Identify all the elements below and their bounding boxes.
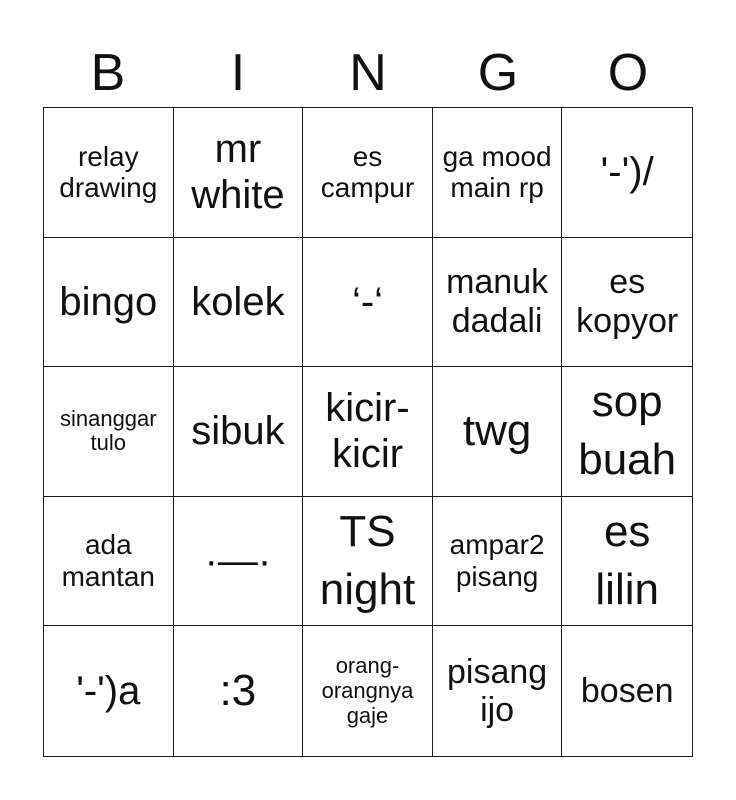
cell-label: TS night xyxy=(319,507,416,615)
cell-label: pisang ijo xyxy=(446,652,548,730)
cell-label: sibuk xyxy=(191,409,285,454)
bingo-cell-r2-c3[interactable] xyxy=(303,238,433,368)
cell-label: ·—· xyxy=(204,539,272,584)
bingo-cell-r1-c1[interactable] xyxy=(44,108,174,238)
bingo-cell-r2-c4[interactable] xyxy=(433,238,563,368)
bingo-cell-r2-c5[interactable] xyxy=(562,238,692,368)
bingo-cell-r5-c5[interactable] xyxy=(562,626,692,756)
cell-label: es lilin xyxy=(595,507,659,615)
bingo-cell-r5-c4[interactable] xyxy=(433,626,563,756)
bingo-cell-r3-c2[interactable] xyxy=(174,367,304,497)
cell-label: ‘-‘ xyxy=(351,279,384,324)
bingo-cell-r2-c2[interactable] xyxy=(174,238,304,368)
bingo-cell-r5-c2[interactable] xyxy=(174,626,304,756)
cell-label: relay drawing xyxy=(59,140,158,204)
bingo-cell-r4-c2[interactable] xyxy=(174,497,304,627)
bingo-cell-r3-c5[interactable] xyxy=(562,367,692,497)
cell-label: sop buah xyxy=(578,377,677,485)
bingo-cell-r3-c3[interactable] xyxy=(303,367,433,497)
bingo-cell-r1-c2[interactable] xyxy=(174,108,304,238)
header-letter-g: G xyxy=(477,44,519,102)
cell-label: twg xyxy=(462,406,532,456)
cell-label: ada mantan xyxy=(61,529,155,593)
cell-label: orang-orangnya gaje xyxy=(321,652,414,728)
cell-label: kolek xyxy=(191,279,285,324)
bingo-header xyxy=(43,40,693,106)
header-letter-o: O xyxy=(607,44,649,102)
bingo-cell-r2-c1[interactable] xyxy=(44,238,174,368)
bingo-card xyxy=(43,107,693,757)
cell-label: es campur xyxy=(320,140,415,204)
cell-label: '-')a xyxy=(76,669,141,714)
header-letter-n: N xyxy=(349,44,387,102)
cell-label: bosen xyxy=(580,671,674,710)
cell-label: manuk dadali xyxy=(446,263,549,340)
bingo-cell-r4-c1[interactable] xyxy=(44,497,174,627)
bingo-cell-r4-c3[interactable] xyxy=(303,497,433,627)
cell-label: ga mood main rp xyxy=(442,140,552,204)
cell-label: kicir-kicir xyxy=(325,386,410,477)
bingo-cell-r5-c3[interactable] xyxy=(303,626,433,756)
cell-label: bingo xyxy=(59,279,158,324)
cell-label: es kopyor xyxy=(576,263,679,340)
cell-label: :3 xyxy=(219,666,257,716)
cell-label: mr white xyxy=(191,127,285,218)
bingo-cell-r4-c5[interactable] xyxy=(562,497,692,627)
bingo-cell-r3-c4[interactable] xyxy=(433,367,563,497)
cell-label: sinanggar tulo xyxy=(59,405,157,456)
cell-label: ampar2 pisang xyxy=(449,529,545,593)
bingo-cell-r5-c1[interactable] xyxy=(44,626,174,756)
bingo-cell-r1-c3[interactable] xyxy=(303,108,433,238)
bingo-cell-r3-c1[interactable] xyxy=(44,367,174,497)
bingo-cell-r1-c4[interactable] xyxy=(433,108,563,238)
bingo-cell-r4-c4[interactable] xyxy=(433,497,563,627)
header-letter-b: B xyxy=(90,44,126,102)
cell-label: '-')/ xyxy=(600,150,654,195)
bingo-cell-r1-c5[interactable] xyxy=(562,108,692,238)
header-letter-i: I xyxy=(230,44,246,102)
